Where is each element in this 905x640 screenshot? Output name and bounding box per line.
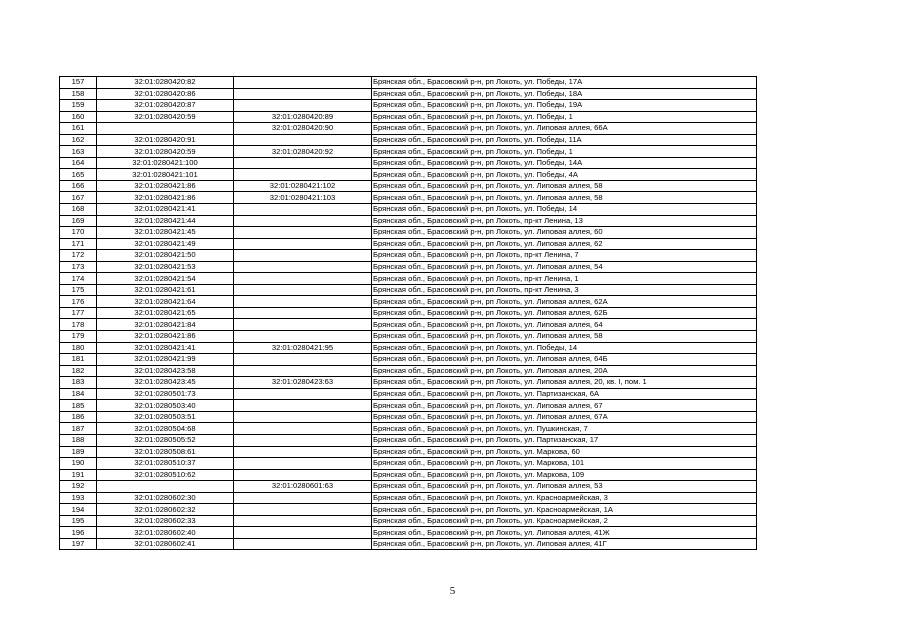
table-row <box>60 365 757 377</box>
row-number-cell: 166 <box>60 180 97 192</box>
row-number-cell: 181 <box>60 354 97 366</box>
table-row <box>60 388 757 400</box>
cadastral-number-cell: 32:01:0280602:32 <box>97 504 234 516</box>
row-number-cell: 187 <box>60 423 97 435</box>
address-cell: Брянская обл., Брасовский р-н, рп Локоть, пр-кт Ленина, 13 <box>372 215 757 227</box>
address-cell: Брянская обл., Брасовский р-н, рп Локоть, ул. Липовая аллея, 58 <box>372 331 757 343</box>
table-row <box>60 538 757 550</box>
secondary-cadastral-number-cell <box>234 331 372 343</box>
address-cell: Брянская обл., Брасовский р-н, рп Локоть, ул. Победы, 4А <box>372 169 757 181</box>
row-number-cell: 175 <box>60 284 97 296</box>
address-cell: Брянская обл., Брасовский р-н, рп Локоть, ул. Липовая аллея, 41Г <box>372 538 757 550</box>
secondary-cadastral-number-cell <box>234 88 372 100</box>
table-row <box>60 527 757 539</box>
cadastral-number-cell: 32:01:0280420:86 <box>97 88 234 100</box>
table-row <box>60 238 757 250</box>
secondary-cadastral-number-cell: 32:01:0280420:90 <box>234 123 372 135</box>
table-row <box>60 377 757 389</box>
secondary-cadastral-number-cell <box>234 411 372 423</box>
address-cell: Брянская обл., Брасовский р-н, рп Локоть, ул. Красноармейская, 3 <box>372 492 757 504</box>
address-cell: Брянская обл., Брасовский р-н, рп Локоть, ул. Липовая аллея, 41Ж <box>372 527 757 539</box>
secondary-cadastral-number-cell <box>234 169 372 181</box>
cadastral-number-cell: 32:01:0280508:61 <box>97 446 234 458</box>
cadastral-number-cell: 32:01:0280602:40 <box>97 527 234 539</box>
secondary-cadastral-number-cell: 32:01:0280421:102 <box>234 180 372 192</box>
cadastral-number-cell: 32:01:0280421:53 <box>97 261 234 273</box>
table-row <box>60 331 757 343</box>
row-number-cell: 190 <box>60 458 97 470</box>
address-cell: Брянская обл., Брасовский р-н, рп Локоть, ул. Липовая аллея, 66А <box>372 123 757 135</box>
secondary-cadastral-number-cell <box>234 134 372 146</box>
table-row <box>60 180 757 192</box>
cadastral-number-cell: 32:01:0280421:64 <box>97 296 234 308</box>
table-row <box>60 296 757 308</box>
address-cell: Брянская обл., Брасовский р-н, рп Локоть, ул. Липовая аллея, 20А <box>372 365 757 377</box>
row-number-cell: 172 <box>60 250 97 262</box>
secondary-cadastral-number-cell <box>234 100 372 112</box>
table-row <box>60 146 757 158</box>
address-cell: Брянская обл., Брасовский р-н, рп Локоть, ул. Липовая аллея, 67 <box>372 400 757 412</box>
cadastral-number-cell: 32:01:0280420:91 <box>97 134 234 146</box>
table-row <box>60 204 757 216</box>
row-number-cell: 193 <box>60 492 97 504</box>
address-cell: Брянская обл., Брасовский р-н, рп Локоть, ул. Красноармейская, 2 <box>372 515 757 527</box>
secondary-cadastral-number-cell: 32:01:0280421:95 <box>234 342 372 354</box>
cadastral-number-cell: 32:01:0280421:65 <box>97 307 234 319</box>
cadastral-number-cell: 32:01:0280421:49 <box>97 238 234 250</box>
row-number-cell: 183 <box>60 377 97 389</box>
secondary-cadastral-number-cell: 32:01:0280420:89 <box>234 111 372 123</box>
row-number-cell: 157 <box>60 77 97 89</box>
address-cell: Брянская обл., Брасовский р-н, рп Локоть, ул. Липовая аллея, 64 <box>372 319 757 331</box>
secondary-cadastral-number-cell <box>234 423 372 435</box>
secondary-cadastral-number-cell: 32:01:0280423:63 <box>234 377 372 389</box>
table-row <box>60 261 757 273</box>
table-row <box>60 342 757 354</box>
address-cell: Брянская обл., Брасовский р-н, рп Локоть, ул. Маркова, 101 <box>372 458 757 470</box>
row-number-cell: 180 <box>60 342 97 354</box>
cadastral-number-cell: 32:01:0280602:30 <box>97 492 234 504</box>
cadastral-number-cell: 32:01:0280503:40 <box>97 400 234 412</box>
address-cell: Брянская обл., Брасовский р-н, рп Локоть, ул. Победы, 18А <box>372 88 757 100</box>
table-row <box>60 123 757 135</box>
cadastral-number-cell: 32:01:0280602:41 <box>97 538 234 550</box>
secondary-cadastral-number-cell <box>234 250 372 262</box>
address-cell: Брянская обл., Брасовский р-н, рп Локоть, ул. Победы, 14 <box>372 342 757 354</box>
address-cell: Брянская обл., Брасовский р-н, рп Локоть, ул. Маркова, 60 <box>372 446 757 458</box>
cadastral-number-cell: 32:01:0280421:54 <box>97 273 234 285</box>
cadastral-number-cell <box>97 123 234 135</box>
secondary-cadastral-number-cell <box>234 446 372 458</box>
cadastral-number-cell: 32:01:0280423:58 <box>97 365 234 377</box>
secondary-cadastral-number-cell <box>234 204 372 216</box>
address-cell: Брянская обл., Брасовский р-н, рп Локоть, ул. Липовая аллея, 62 <box>372 238 757 250</box>
cadastral-number-cell: 32:01:0280423:45 <box>97 377 234 389</box>
row-number-cell: 179 <box>60 331 97 343</box>
table-row <box>60 400 757 412</box>
cadastral-number-cell: 32:01:0280421:41 <box>97 342 234 354</box>
address-cell: Брянская обл., Брасовский р-н, рп Локоть, ул. Партизанская, 6А <box>372 388 757 400</box>
secondary-cadastral-number-cell <box>234 458 372 470</box>
row-number-cell: 189 <box>60 446 97 458</box>
table-row <box>60 434 757 446</box>
table-row <box>60 481 757 493</box>
secondary-cadastral-number-cell <box>234 388 372 400</box>
secondary-cadastral-number-cell <box>234 434 372 446</box>
row-number-cell: 177 <box>60 307 97 319</box>
secondary-cadastral-number-cell <box>234 538 372 550</box>
table-row <box>60 492 757 504</box>
table-row <box>60 515 757 527</box>
row-number-cell: 160 <box>60 111 97 123</box>
row-number-cell: 167 <box>60 192 97 204</box>
table-row <box>60 111 757 123</box>
cadastral-number-cell: 32:01:0280420:87 <box>97 100 234 112</box>
address-cell: Брянская обл., Брасовский р-н, рп Локоть, ул. Победы, 1 <box>372 146 757 158</box>
row-number-cell: 192 <box>60 481 97 493</box>
table-row <box>60 446 757 458</box>
row-number-cell: 159 <box>60 100 97 112</box>
row-number-cell: 158 <box>60 88 97 100</box>
secondary-cadastral-number-cell <box>234 307 372 319</box>
table-row <box>60 469 757 481</box>
cadastral-number-cell: 32:01:0280421:41 <box>97 204 234 216</box>
secondary-cadastral-number-cell <box>234 227 372 239</box>
address-cell: Брянская обл., Брасовский р-н, рп Локоть, ул. Липовая аллея, 64Б <box>372 354 757 366</box>
address-cell: Брянская обл., Брасовский р-н, рп Локоть, ул. Красноармейская, 1А <box>372 504 757 516</box>
table-row <box>60 458 757 470</box>
secondary-cadastral-number-cell <box>234 515 372 527</box>
cadastral-number-cell: 32:01:0280421:45 <box>97 227 234 239</box>
secondary-cadastral-number-cell: 32:01:0280601:63 <box>234 481 372 493</box>
secondary-cadastral-number-cell: 32:01:0280420:92 <box>234 146 372 158</box>
table-row <box>60 411 757 423</box>
table-row <box>60 319 757 331</box>
cadastral-number-cell: 32:01:0280501:73 <box>97 388 234 400</box>
secondary-cadastral-number-cell: 32:01:0280421:103 <box>234 192 372 204</box>
address-cell: Брянская обл., Брасовский р-н, рп Локоть, ул. Липовая аллея, 54 <box>372 261 757 273</box>
cadastral-number-cell: 32:01:0280503:51 <box>97 411 234 423</box>
row-number-cell: 176 <box>60 296 97 308</box>
secondary-cadastral-number-cell <box>234 238 372 250</box>
row-number-cell: 162 <box>60 134 97 146</box>
table-row <box>60 169 757 181</box>
cadastral-number-cell: 32:01:0280602:33 <box>97 515 234 527</box>
address-cell: Брянская обл., Брасовский р-н, рп Локоть, ул. Липовая аллея, 62Б <box>372 307 757 319</box>
table-row <box>60 423 757 435</box>
table-row <box>60 227 757 239</box>
cadastral-number-cell: 32:01:0280421:100 <box>97 157 234 169</box>
address-cell: Брянская обл., Брасовский р-н, рп Локоть, ул. Победы, 19А <box>372 100 757 112</box>
address-cell: Брянская обл., Брасовский р-н, рп Локоть, ул. Победы, 17А <box>372 77 757 89</box>
table-row <box>60 504 757 516</box>
table-row <box>60 192 757 204</box>
property-table-body <box>60 77 757 550</box>
row-number-cell: 191 <box>60 469 97 481</box>
row-number-cell: 171 <box>60 238 97 250</box>
row-number-cell: 174 <box>60 273 97 285</box>
cadastral-number-cell: 32:01:0280420:59 <box>97 146 234 158</box>
cadastral-number-cell: 32:01:0280421:84 <box>97 319 234 331</box>
secondary-cadastral-number-cell <box>234 284 372 296</box>
row-number-cell: 195 <box>60 515 97 527</box>
table-row <box>60 215 757 227</box>
table-row <box>60 100 757 112</box>
secondary-cadastral-number-cell <box>234 492 372 504</box>
row-number-cell: 184 <box>60 388 97 400</box>
cadastral-number-cell: 32:01:0280504:68 <box>97 423 234 435</box>
row-number-cell: 163 <box>60 146 97 158</box>
row-number-cell: 197 <box>60 538 97 550</box>
address-cell: Брянская обл., Брасовский р-н, рп Локоть, ул. Победы, 14 <box>372 204 757 216</box>
secondary-cadastral-number-cell <box>234 319 372 331</box>
secondary-cadastral-number-cell <box>234 157 372 169</box>
row-number-cell: 186 <box>60 411 97 423</box>
row-number-cell: 182 <box>60 365 97 377</box>
row-number-cell: 173 <box>60 261 97 273</box>
table-row <box>60 307 757 319</box>
row-number-cell: 168 <box>60 204 97 216</box>
address-cell: Брянская обл., Брасовский р-н, рп Локоть, пр-кт Ленина, 1 <box>372 273 757 285</box>
cadastral-number-cell: 32:01:0280510:62 <box>97 469 234 481</box>
row-number-cell: 196 <box>60 527 97 539</box>
table-row <box>60 88 757 100</box>
address-cell: Брянская обл., Брасовский р-н, рп Локоть, ул. Липовая аллея, 67А <box>372 411 757 423</box>
table-row <box>60 134 757 146</box>
secondary-cadastral-number-cell <box>234 354 372 366</box>
address-cell: Брянская обл., Брасовский р-н, рп Локоть, ул. Победы, 14А <box>372 157 757 169</box>
row-number-cell: 188 <box>60 434 97 446</box>
cadastral-number-cell: 32:01:0280421:101 <box>97 169 234 181</box>
table-row <box>60 284 757 296</box>
row-number-cell: 178 <box>60 319 97 331</box>
secondary-cadastral-number-cell <box>234 527 372 539</box>
secondary-cadastral-number-cell <box>234 365 372 377</box>
secondary-cadastral-number-cell <box>234 400 372 412</box>
cadastral-number-cell: 32:01:0280510:37 <box>97 458 234 470</box>
row-number-cell: 164 <box>60 157 97 169</box>
address-cell: Брянская обл., Брасовский р-н, рп Локоть, ул. Пушкинская, 7 <box>372 423 757 435</box>
cadastral-number-cell <box>97 481 234 493</box>
address-cell: Брянская обл., Брасовский р-н, рп Локоть, ул. Партизанская, 17 <box>372 434 757 446</box>
secondary-cadastral-number-cell <box>234 261 372 273</box>
cadastral-number-cell: 32:01:0280421:86 <box>97 331 234 343</box>
row-number-cell: 185 <box>60 400 97 412</box>
table-row <box>60 250 757 262</box>
property-table <box>59 76 757 550</box>
cadastral-number-cell: 32:01:0280421:50 <box>97 250 234 262</box>
cadastral-number-cell: 32:01:0280421:99 <box>97 354 234 366</box>
address-cell: Брянская обл., Брасовский р-н, рп Локоть, ул. Липовая аллея, 62А <box>372 296 757 308</box>
cadastral-number-cell: 32:01:0280421:44 <box>97 215 234 227</box>
row-number-cell: 169 <box>60 215 97 227</box>
address-cell: Брянская обл., Брасовский р-н, рп Локоть, пр-кт Ленина, 7 <box>372 250 757 262</box>
row-number-cell: 165 <box>60 169 97 181</box>
table-row <box>60 273 757 285</box>
row-number-cell: 170 <box>60 227 97 239</box>
address-cell: Брянская обл., Брасовский р-н, рп Локоть, ул. Липовая аллея, 60 <box>372 227 757 239</box>
address-cell: Брянская обл., Брасовский р-н, рп Локоть, ул. Маркова, 109 <box>372 469 757 481</box>
address-cell: Брянская обл., Брасовский р-н, рп Локоть, ул. Липовая аллея, 58 <box>372 180 757 192</box>
secondary-cadastral-number-cell <box>234 469 372 481</box>
secondary-cadastral-number-cell <box>234 77 372 89</box>
cadastral-number-cell: 32:01:0280420:82 <box>97 77 234 89</box>
address-cell: Брянская обл., Брасовский р-н, рп Локоть, ул. Липовая аллея, 20, кв. I, пом. 1 <box>372 377 757 389</box>
cadastral-number-cell: 32:01:0280421:86 <box>97 180 234 192</box>
table-row <box>60 77 757 89</box>
table-row <box>60 354 757 366</box>
address-cell: Брянская обл., Брасовский р-н, рп Локоть, ул. Победы, 1 <box>372 111 757 123</box>
cadastral-number-cell: 32:01:0280421:61 <box>97 284 234 296</box>
address-cell: Брянская обл., Брасовский р-н, рп Локоть, ул. Липовая аллея, 58 <box>372 192 757 204</box>
secondary-cadastral-number-cell <box>234 296 372 308</box>
address-cell: Брянская обл., Брасовский р-н, рп Локоть, пр-кт Ленина, 3 <box>372 284 757 296</box>
address-cell: Брянская обл., Брасовский р-н, рп Локоть, ул. Победы, 11А <box>372 134 757 146</box>
row-number-cell: 194 <box>60 504 97 516</box>
address-cell: Брянская обл., Брасовский р-н, рп Локоть, ул. Липовая аллея, 53 <box>372 481 757 493</box>
table-row <box>60 157 757 169</box>
secondary-cadastral-number-cell <box>234 273 372 285</box>
secondary-cadastral-number-cell <box>234 504 372 516</box>
cadastral-number-cell: 32:01:0280505:52 <box>97 434 234 446</box>
page-number: 5 <box>449 585 456 597</box>
cadastral-number-cell: 32:01:0280421:86 <box>97 192 234 204</box>
cadastral-number-cell: 32:01:0280420:59 <box>97 111 234 123</box>
row-number-cell: 161 <box>60 123 97 135</box>
secondary-cadastral-number-cell <box>234 215 372 227</box>
